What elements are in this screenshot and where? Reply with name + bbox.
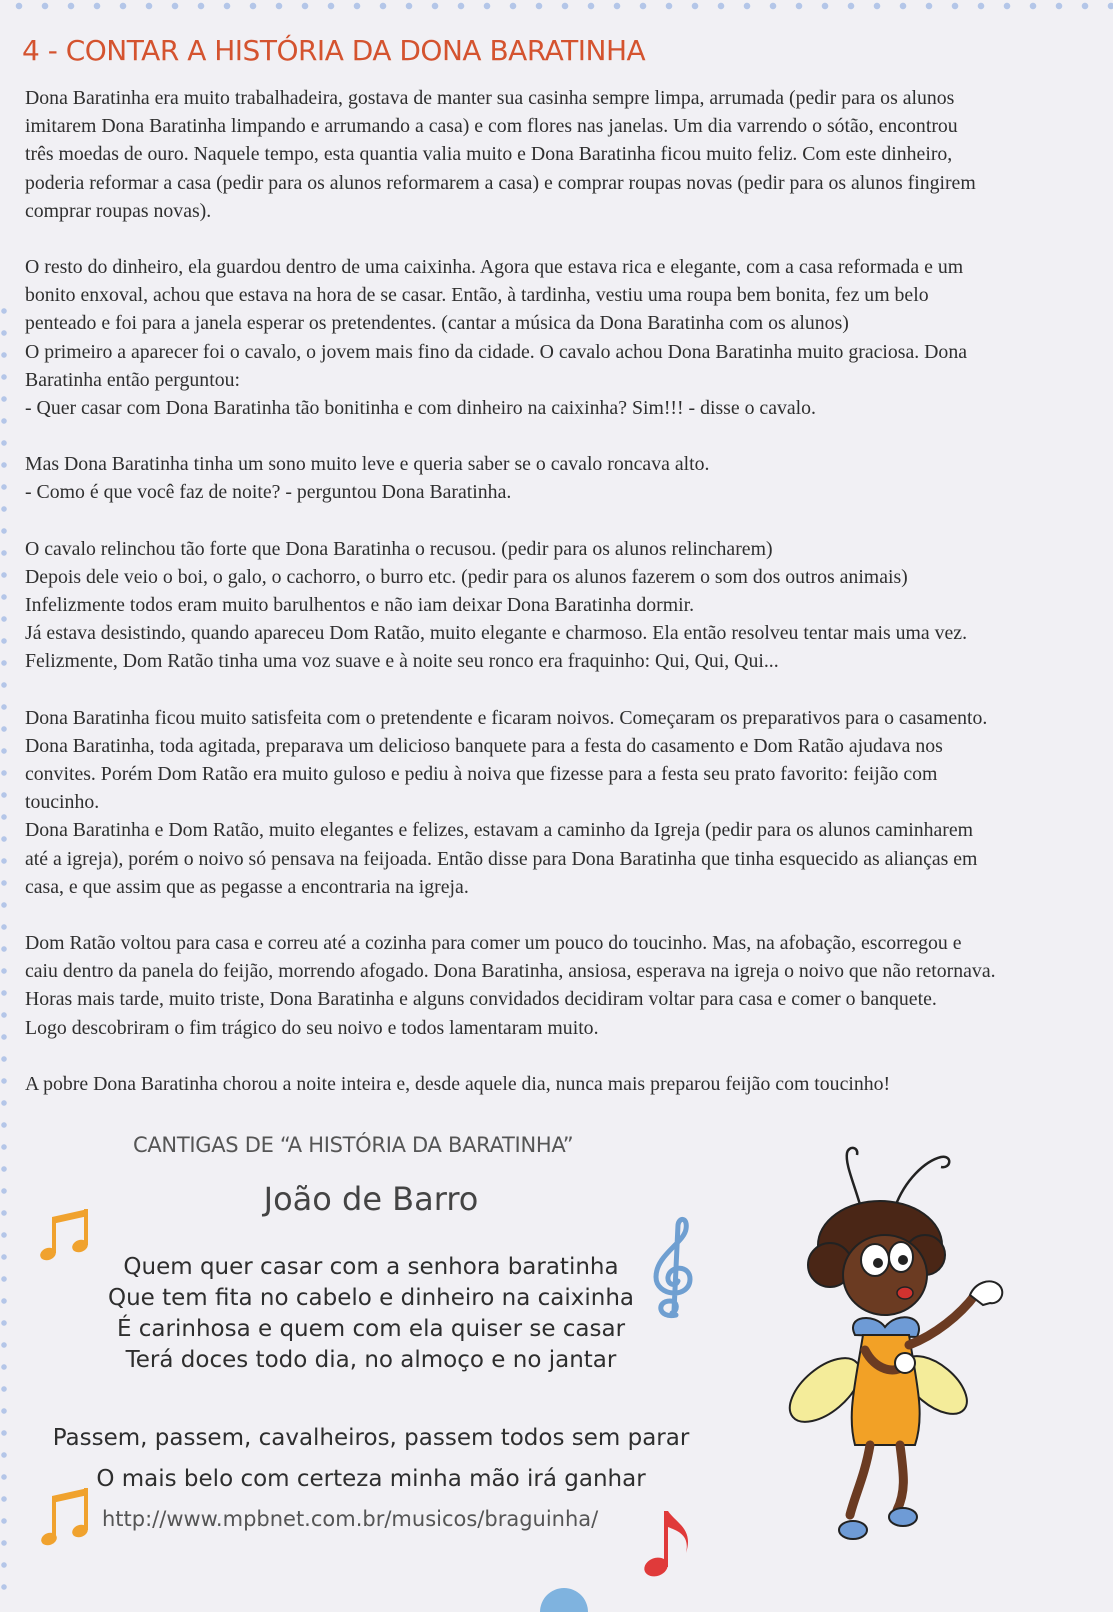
text-line: Mas Dona Baratinha tinha um sono muito leve e queria saber se o cavalo roncava alto. <box>25 453 710 476</box>
story-paragraph <box>25 253 1080 422</box>
story-paragraph <box>25 929 1080 1042</box>
eighth-note-icon <box>636 1505 696 1585</box>
text-line: até a igreja), porém o noivo só pensava na feijoada. Então disse para Dona Baratinha que tinha esquecido as alianças em <box>25 847 978 870</box>
beamed-eighth-notes-icon <box>38 1205 94 1265</box>
beamed-eighth-notes-icon <box>40 1482 94 1552</box>
text-line: Baratinha então perguntou: <box>25 368 240 391</box>
text-line: Quem quer casar com a senhora baratinha <box>123 1254 619 1280</box>
text-line: toucinho. <box>25 791 100 814</box>
text-line: Dona Baratinha ficou muito satisfeita com o pretendente e ficaram noivos. Começaram os preparativos para o casamento. <box>25 706 988 729</box>
text-line: Depois dele veio o boi, o galo, o cachorro, o burro etc. (pedir para os alunos fazerem o som dos outros animais) <box>25 565 908 588</box>
story-paragraph <box>25 1070 1080 1098</box>
text-line: Infelizmente todos eram muito barulhentos e não iam deixar Dona Baratinha dormir. <box>25 594 695 617</box>
song-verse-1 <box>0 1252 742 1376</box>
text-line: - Quer casar com Dona Baratinha tão bonitinha e com dinheiro na caixinha? Sim!!! - disse o cavalo. <box>25 397 816 420</box>
text-line: Que tem fita no cabelo e dinheiro na caixinha <box>107 1285 634 1311</box>
song-verse-2 <box>0 1418 742 1500</box>
text-line: O cavalo relinchou tão forte que Dona Baratinha o recusou. (pedir para os alunos relincharem) <box>25 537 773 560</box>
text-line: bonito enxoval, achou que estava na hora de se casar. Então, à tardinha, vestiu uma roupa bem bonita, fez um belo <box>25 284 929 307</box>
text-line: Logo descobriram o fim trágico do seu noivo e todos lamentaram muito. <box>25 1016 599 1039</box>
text-line: Dona Baratinha, toda agitada, preparava um delicioso banquete para a festa do casamento e Dom Ratão ajudava nos <box>25 734 943 757</box>
text-line: Dom Ratão voltou para casa e correu até a cozinha para comer um pouco do toucinho. Mas, na afobação, escorregou e <box>25 932 962 955</box>
text-line: convites. Porém Dom Ratão era muito guloso e pediu à noiva que fizesse para a festa seu prato favorito: feijão com <box>25 763 938 786</box>
text-line: casa, e que assim que as pegasse a encontraria na igreja. <box>25 875 469 898</box>
text-line: três moedas de ouro. Naquele tempo, esta quantia valia muito e Dona Baratinha ficou muito feliz. Com este dinheiro, <box>25 143 953 166</box>
dona-baratinha-illustration <box>785 1145 1020 1555</box>
song-source-link[interactable]: http://www.mpbnet.com.br/musicos/braguinha/ <box>102 1507 599 1531</box>
left-dotted-border <box>0 300 8 1600</box>
text-line: penteado e foi para a janela esperar os pretendentes. (cantar a música da Dona Baratinha com os alunos) <box>25 312 849 335</box>
songs-heading: CANTIGAS DE “A HISTÓRIA DA BARATINHA” <box>133 1133 574 1157</box>
story-paragraph <box>25 84 1080 225</box>
top-dotted-border <box>0 0 1113 12</box>
text-line: - Como é que você faz de noite? - perguntou Dona Baratinha. <box>25 481 512 504</box>
text-line: Terá doces todo dia, no almoço e no jantar <box>125 1347 617 1373</box>
text-line: Horas mais tarde, muito triste, Dona Baratinha e alguns convidados decidiram voltar para casa e comer o banquete. <box>25 988 937 1011</box>
text-line: Já estava desistindo, quando apareceu Dom Ratão, muito elegante e charmoso. Ela então resolveu tentar mais uma vez. <box>25 622 968 645</box>
text-line: comprar roupas novas). <box>25 199 212 222</box>
text-line: É carinhosa e quem com ela quiser se casar <box>116 1316 626 1342</box>
story-paragraph <box>25 535 1080 676</box>
story-paragraph <box>25 704 1080 901</box>
text-line: O primeiro a aparecer foi o cavalo, o jovem mais fino da cidade. O cavalo achou Dona Baratinha muito graciosa. Dona <box>25 340 967 363</box>
text-line: Passem, passem, cavalheiros, passem todos sem parar <box>52 1425 690 1451</box>
text-line: Dona Baratinha era muito trabalhadeira, gostava de manter sua casinha sempre limpa, arrumada (pedir para os alunos <box>25 87 955 109</box>
song-title: João de Barro <box>263 1180 479 1218</box>
text-line: Dona Baratinha e Dom Ratão, muito elegantes e felizes, estavam a caminho da Igreja (pedir para os alunos caminharem <box>25 819 974 842</box>
text-line: imitarem Dona Baratinha limpando e arrumando a casa) e com flores nas janelas. Um dia varrendo o sótão, encontrou <box>25 115 958 138</box>
text-line: A pobre Dona Baratinha chorou a noite inteira e, desde aquele dia, nunca mais preparou feijão com toucinho! <box>25 1072 891 1095</box>
text-line: Felizmente, Dom Ratão tinha uma voz suave e à noite seu ronco era fraquinho: Qui, Qui, Qui... <box>25 650 779 673</box>
story-paragraph <box>25 450 1080 506</box>
text-line: caiu dentro da panela do feijão, morrendo afogado. Dona Baratinha, ansiosa, esperava na igreja o noivo que não retornava. <box>25 960 996 983</box>
text-line: O mais belo com certeza minha mão irá ganhar <box>96 1466 646 1492</box>
page-title: 4 - CONTAR A HISTÓRIA DA DONA BARATINHA <box>22 34 646 67</box>
treble-clef-icon <box>648 1215 700 1325</box>
story-text <box>25 84 1080 1126</box>
text-line: O resto do dinheiro, ela guardou dentro de uma caixinha. Agora que estava rica e elegante, com a casa reformada e um <box>25 256 964 279</box>
page-decoration-circle <box>540 1588 588 1612</box>
text-line: poderia reformar a casa (pedir para os alunos reformarem a casa) e comprar roupas novas (pedir para os alunos fingirem <box>25 171 976 194</box>
